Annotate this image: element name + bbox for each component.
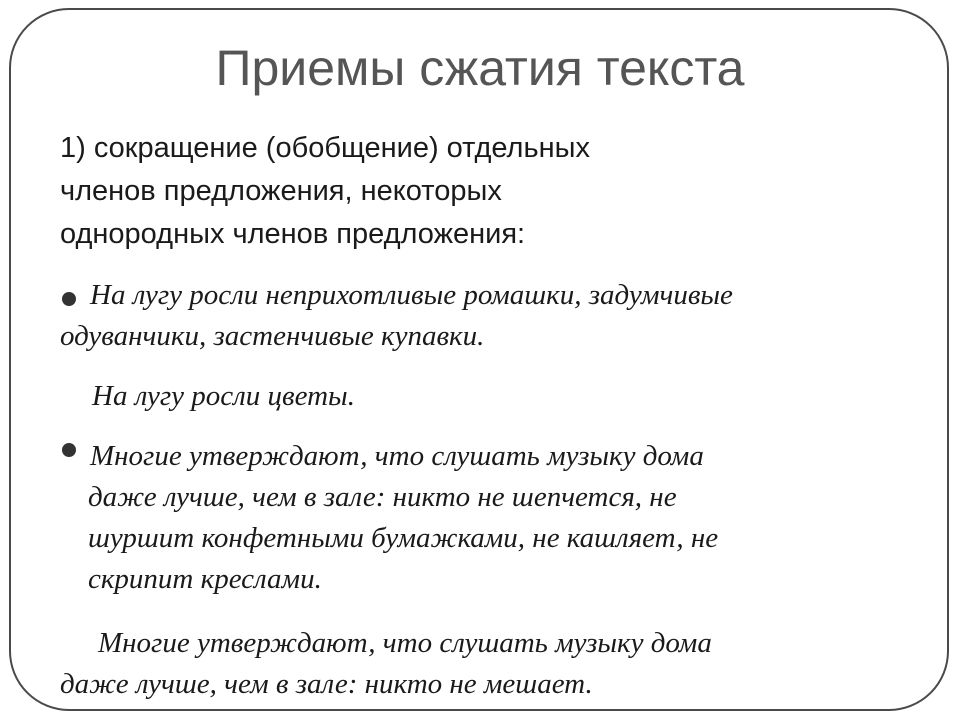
example-line: шуршит конфетными бумажками, не кашляет, не (88, 522, 719, 554)
example1-compressed (92, 376, 355, 417)
example-line: одуванчики, застенчивые купавки. (60, 320, 485, 352)
bullet-icon (62, 443, 76, 457)
example-line: Многие утверждают, что слушать музыку дома (90, 440, 704, 472)
example-line: На лугу росли цветы. (92, 380, 355, 412)
technique-description (60, 127, 920, 256)
example-line: даже лучше, чем в зале: никто не мешает. (60, 668, 593, 700)
example2-original (90, 436, 704, 477)
bullet-icon (62, 292, 76, 306)
slide-frame (9, 8, 949, 711)
example1-original-continued (60, 316, 484, 357)
technique-description-line: 1) сокращение (обобщение) отдельных (60, 132, 590, 164)
technique-description-line: однородных членов предложения: (60, 218, 526, 250)
example2-compressed-continued (60, 664, 593, 705)
example-line: На лугу росли неприхотливые ромашки, задумчивые (90, 279, 733, 311)
example2-compressed (98, 623, 712, 664)
example-line: Многие утверждают, что слушать музыку дома (98, 627, 712, 659)
example1-original (90, 275, 733, 316)
technique-description-line: членов предложения, некоторых (60, 175, 502, 207)
example-line: даже лучше, чем в зале: никто не шепчется, не (88, 481, 677, 513)
example-line: скрипит креслами. (88, 563, 322, 595)
slide-title: Приемы сжатия текста (215, 40, 745, 96)
example2-original-continued (88, 477, 718, 600)
